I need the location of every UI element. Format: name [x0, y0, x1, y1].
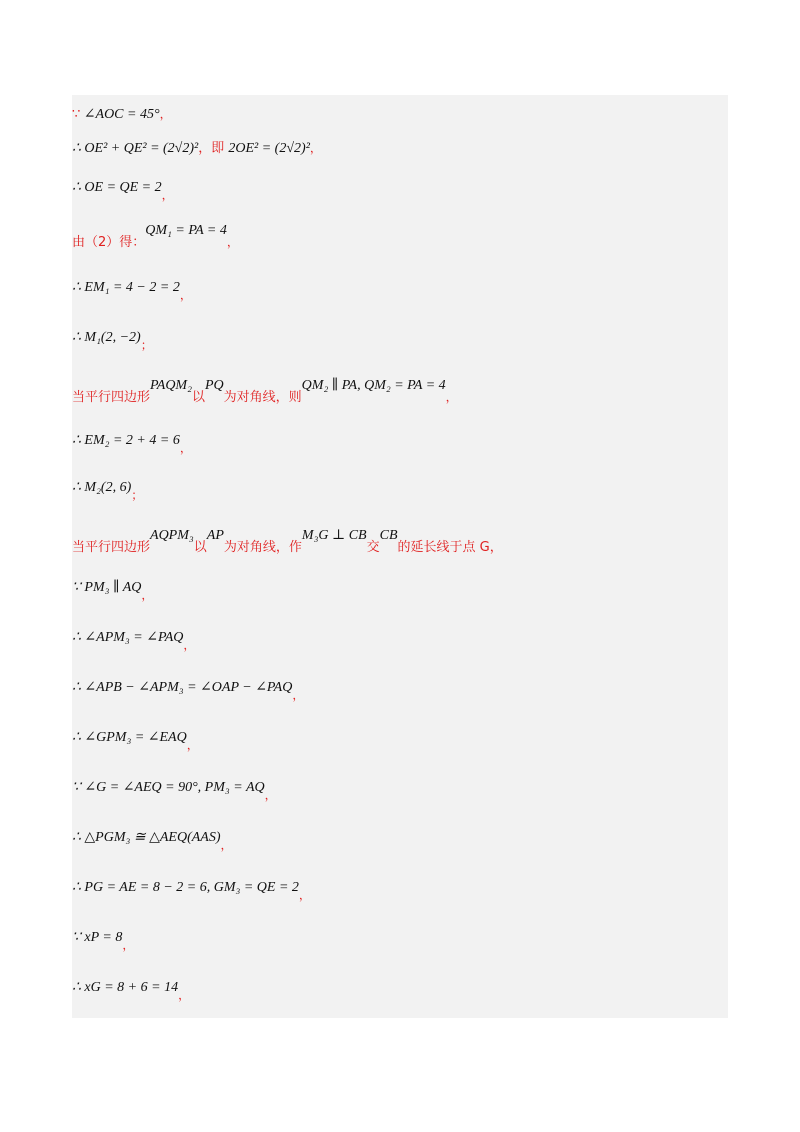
solution-line — [72, 431, 192, 455]
text-fragment: ， — [178, 988, 191, 1002]
math-expression: CB — [379, 528, 398, 543]
text-fragment: ， — [309, 141, 322, 155]
math-expression: 2OE² = (2√2)² — [228, 141, 310, 156]
text-fragment: 当平行四边形 — [72, 390, 151, 405]
text-fragment: ， — [292, 688, 305, 702]
math-expression: ∴ OE = QE = 2 — [72, 180, 162, 195]
math-expression: ∴ xG = 8 + 6 = 14 — [72, 980, 179, 995]
math-expression: PAQM₂ — [150, 378, 192, 393]
math-expression: QM₂ ∥ PA, QM₂ = PA = 4 — [301, 378, 446, 393]
solution-line — [72, 378, 458, 406]
solution-line — [72, 578, 154, 602]
solution-line — [72, 178, 174, 202]
text-fragment: 交 — [366, 540, 380, 555]
text-fragment: ； — [140, 338, 153, 352]
solution-line — [72, 278, 192, 302]
text-fragment: ， — [159, 107, 172, 121]
math-expression: ∴ ∠APB − ∠APM₃ = ∠OAP − ∠PAQ — [72, 680, 293, 695]
math-expression: PQ — [204, 378, 224, 393]
solution-line — [72, 878, 311, 902]
text-fragment: ； — [131, 488, 144, 502]
solution-line — [72, 678, 305, 702]
solution-panel — [72, 95, 728, 1018]
text-fragment: ， — [179, 441, 192, 455]
math-expression: ∵ ∠G = ∠AEQ = 90°, PM₃ = AQ — [72, 780, 265, 795]
solution-line — [72, 778, 277, 802]
solution-line — [72, 628, 196, 652]
math-expression: QM₁ = PA = 4 — [145, 223, 227, 238]
solution-line — [72, 478, 144, 502]
text-fragment: 由（2）得： — [72, 235, 146, 250]
math-expression: ∴ ∠APM₃ = ∠PAQ — [72, 630, 184, 645]
text-fragment: ， — [186, 738, 199, 752]
solution-line — [72, 828, 233, 852]
math-expression: ∵ PM₃ ∥ AQ — [72, 580, 142, 595]
text-fragment: ， — [226, 235, 239, 249]
math-expression: ∴ ∠GPM₃ = ∠EAQ — [72, 730, 187, 745]
solution-line — [72, 105, 172, 123]
solution-line — [72, 223, 239, 251]
math-expression: AP — [206, 528, 224, 543]
solution-line — [72, 528, 503, 556]
math-expression: ∵ xP = 8 — [72, 930, 123, 945]
solution-line — [72, 137, 322, 157]
text-fragment: ， — [161, 188, 174, 202]
text-fragment: ， — [141, 588, 154, 602]
solution-line — [72, 978, 191, 1002]
text-fragment: ，即 — [198, 141, 229, 156]
text-fragment: 以 — [193, 540, 207, 555]
text-fragment: ， — [298, 888, 311, 902]
math-expression: AQPM₃ — [150, 528, 194, 543]
text-fragment: ， — [220, 838, 233, 852]
text-fragment: ， — [179, 288, 192, 302]
math-expression: ∴ △PGM₃ ≅ △AEQ(AAS) — [72, 830, 221, 845]
solution-line — [72, 328, 153, 352]
math-expression: ∴ PG = AE = 8 − 2 = 6, GM₃ = QE = 2 — [72, 880, 299, 895]
math-expression: ∴ M₁(2, −2) — [72, 330, 141, 345]
solution-line — [72, 728, 199, 752]
math-expression: ∴ OE² + QE² = (2√2)² — [72, 141, 199, 156]
text-fragment: ， — [183, 638, 196, 652]
text-fragment: 的延长线于点 G， — [397, 540, 503, 555]
text-fragment: 为对角线，则 — [223, 390, 302, 405]
text-fragment: 以 — [191, 390, 205, 405]
math-expression: ∠AOC = 45° — [80, 107, 160, 122]
math-expression: ∴ EM₂ = 2 + 4 = 6 — [72, 433, 180, 448]
solution-line — [72, 928, 135, 952]
text-fragment: ， — [445, 390, 458, 404]
math-expression: ∴ EM₁ = 4 − 2 = 2 — [72, 280, 180, 295]
text-fragment: ， — [264, 788, 277, 802]
math-expression: M₃G ⊥ CB — [301, 528, 367, 543]
text-fragment: 当平行四边形 — [72, 540, 151, 555]
text-fragment: ， — [122, 938, 135, 952]
text-fragment: ∵ — [72, 107, 81, 122]
text-fragment: 为对角线，作 — [223, 540, 302, 555]
math-expression: ∴ M₂(2, 6) — [72, 480, 132, 495]
